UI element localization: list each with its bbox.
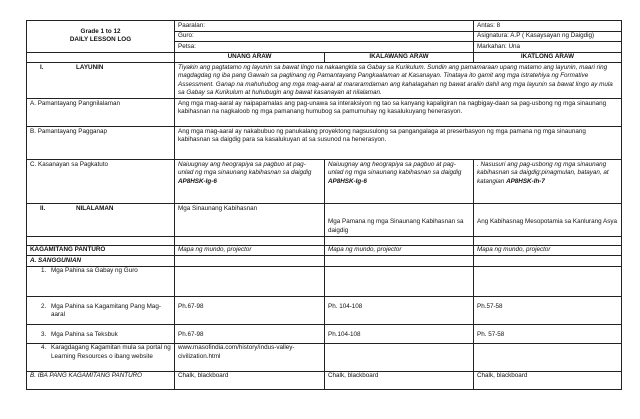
empty-corner	[27, 52, 175, 63]
kasanayan-day2-text: Naiuugnay ang heograpiya sa pagbuo at pag-unlad ng mga sinaunang kabihasnan sa daigdig	[328, 160, 462, 176]
nilalaman-label: NILALAMAN	[76, 204, 114, 212]
kagamitan-day3: Mapa ng mundo, projector	[474, 245, 622, 256]
kasanayan-day2	[325, 160, 474, 204]
grade-label: Grade 1 to 12	[80, 27, 121, 35]
spacer-cell	[474, 236, 622, 245]
kasanayan-day1-text: Naiuugnay ang heograpiya sa pagbuo at pag-unlad ng mga sinaunang kabihasnan sa daigdig	[178, 160, 312, 176]
kasanayan-day2-code: AP8HSK-Ig-6	[328, 177, 367, 185]
kasanayan-label: C. Kasanayan sa Pagkatuto	[27, 160, 175, 204]
karagdagan-num: 4.	[41, 344, 47, 351]
empty-cell	[325, 343, 474, 371]
pangnilalaman-text: Ang mga mag-aaral ay naipapamalas ang pag-unawa sa interaksiyon ng tao sa kanyang kapaligiran na nagbigay-daan sa pag-usbong ng mga sinaunang kabihasnan na nagkaloob ng mga pamanang humubog sa pamumuhay ng kasalukuyang henerasyon.	[175, 99, 622, 127]
layunin-label: LAYUNIN	[76, 63, 104, 71]
iba-pang-day3: Chalk, blackboard	[474, 371, 622, 389]
kagamitan-label: KAGAMITANG PANTURO	[27, 245, 175, 256]
paaralan-cell: Paaralan:	[175, 21, 474, 32]
spacer-cell	[27, 236, 175, 245]
teksbuk-day1: Ph.67-98	[175, 324, 325, 343]
day3-header: IKATLONG ARAW	[474, 52, 622, 63]
nilalaman-num: II.	[40, 204, 46, 212]
kagamitan-day2: Mapa ng mundo, projector	[325, 245, 474, 256]
dll-table	[26, 20, 622, 390]
empty-cell	[474, 343, 622, 371]
kasanayan-day3	[474, 160, 622, 204]
empty-cell	[474, 266, 622, 296]
empty-cell	[325, 256, 474, 267]
empty-cell	[474, 256, 622, 267]
sanggunian-label: A. SANGGUNIAN	[27, 256, 175, 267]
kpm-label-cell	[27, 296, 175, 324]
teksbuk-num: 3.	[41, 330, 47, 338]
nilalaman-day2-text: Mga Pamana ng mga Sinaunang Kabihasnan sa daigdig	[328, 218, 464, 234]
layunin-num: I.	[40, 63, 44, 71]
kpm-num: 2.	[41, 302, 47, 310]
kasanayan-day1-code: AP8HSK-Ig-6	[178, 177, 217, 185]
gabay-label-cell	[27, 266, 175, 296]
kpm-day2: Ph. 104-108	[325, 296, 474, 324]
iba-pang-day2: Chalk, blackboard	[325, 371, 474, 389]
markahan-cell: Markahan: Una	[474, 42, 622, 53]
day1-header: UNANG ARAW	[175, 52, 325, 63]
karagdagan-label-cell	[27, 343, 175, 371]
day2-header: IKALAWANG ARAW	[325, 52, 474, 63]
dll-title: DAILY LESSON LOG	[69, 36, 132, 44]
gabay-num: 1.	[41, 267, 47, 274]
layunin-text: Tiyakin ang pagtatamo ng layunin sa bawat lingo na nakaangkla sa Gabay sa Kurikulum. Sundin ang pamamaraan upang matamo ang layunin, maari ring magdagdag ng iba pang Gawain sa paglinang ng Pamantayang Pangkaalaman at Kasanayan. Tinataya ito gamit ang mga istratehiya ng Formative Assessment. Ganap na mahuhubog ang mga mag-aaral at mararamdaman ang kahalagahan ng bawat araliin dahil ang mga layunin sa bawat lingo ay mula sa Gabay sa Kurikulum at huhubugin ang bawat kasanayan at nilalaman.	[175, 63, 622, 99]
pagganap-text: Ang mga mag-aaral ay nakabubuo ng panukalang proyektong nagsusulong sa pangangalaga at preserbasyon ng mga pamana ng mga sinaunang kabihasnan sa daigdig para sa kasalukuyan at sa susunod na henerasyon.	[175, 127, 622, 160]
teksbuk-label: Mga Pahina sa Teksbuk	[51, 330, 118, 338]
kpm-label: Mga Pahina sa Kagamitang Pang Mag-aaral	[51, 302, 161, 318]
kagamitan-day1: Mapa ng mundo, projector	[175, 245, 325, 256]
kasanayan-day3-code: AP8HSK-Ih-7	[506, 177, 545, 185]
iba-pang-label: B. IBA PANG KAGAMITANG PANTURO	[27, 371, 175, 389]
gabay-label: Mga Pahina sa Gabay ng Guro	[51, 267, 138, 274]
layunin-label-cell	[27, 63, 175, 99]
nilalaman-day1: Mga Sinaunang Kabihasnan	[175, 204, 325, 237]
nilalaman-day3	[474, 204, 622, 237]
antas-cell: Antas: 8	[474, 21, 622, 32]
empty-cell	[325, 266, 474, 296]
teksbuk-day2: Ph.104-108	[325, 324, 474, 343]
empty-cell	[175, 256, 325, 267]
iba-pang-day1: Chalk, blackboard	[175, 371, 325, 389]
nilalaman-day2	[325, 204, 474, 237]
pagganap-label: B. Pamantayang Pagganap	[27, 127, 175, 160]
kasanayan-day1	[175, 160, 325, 204]
kasanayan-day3-text: . Nasusuri ang pag-usbong ng mga sinaunang kabihasnan sa daigdig:pinagmulan, batayan, at katangian	[477, 160, 609, 185]
karagdagan-day1: www.masofindia.com/history/indus-valley-civilization.html	[175, 343, 325, 371]
petsa-cell: Petsa:	[175, 42, 474, 53]
guro-cell: Guro:	[175, 31, 474, 42]
empty-cell	[175, 266, 325, 296]
kpm-day3: Ph.57-58	[474, 296, 622, 324]
karagdagan-label: Karagdagang Kagamitan mula sa portal ng Learning Resources o ibang website	[51, 344, 171, 360]
asignatura-cell: Asignatura: A.P ( Kasaysayan ng Daigdig)	[474, 31, 622, 42]
grade-block	[27, 21, 175, 53]
spacer-cell	[325, 236, 474, 245]
teksbuk-label-cell	[27, 324, 175, 343]
kpm-day1: Ph.67-98	[175, 296, 325, 324]
pangnilalaman-label: A. Pamantayang Pangnilalaman	[27, 99, 175, 127]
nilalaman-label-cell	[27, 204, 175, 237]
teksbuk-day3: Ph. 57-58	[474, 324, 622, 343]
spacer-cell	[175, 236, 325, 245]
nilalaman-day3-text: Ang Kabihasnag Mesopotamia sa Kanlurang Asya	[477, 218, 618, 225]
